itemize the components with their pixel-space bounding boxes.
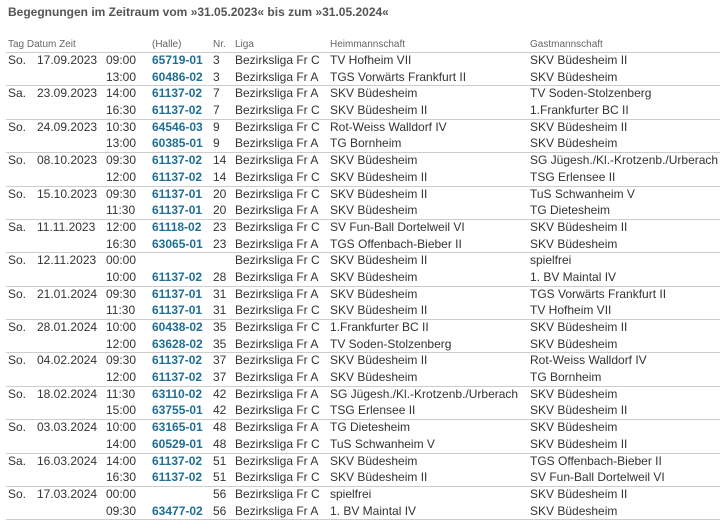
away-team: SG Jügesh./Kl.-Krotzenb./Urberach <box>530 153 719 168</box>
hall-cell <box>152 220 213 236</box>
match-row <box>6 302 720 319</box>
match-number: 56 <box>213 503 227 518</box>
league-cell: Bezirksliga Fr A <box>235 269 319 284</box>
date-cell: 12.11.2023 <box>37 253 97 268</box>
match-row <box>6 69 720 86</box>
day-cell <box>6 470 37 486</box>
date-cell <box>37 370 106 386</box>
column-header-number: Nr. <box>213 39 226 50</box>
date-cell: 17.09.2023 <box>37 53 98 67</box>
home-team: SKV Büdesheim II <box>330 353 428 368</box>
league-cell: Bezirksliga Fr A <box>235 236 319 251</box>
column-header-home-team: Heimmannschaft <box>330 39 406 50</box>
date-cell: 04.02.2024 <box>37 353 98 368</box>
date-cell <box>37 403 106 419</box>
hall-cell <box>152 454 213 470</box>
date-cell: 16.03.2024 <box>37 453 98 468</box>
match-number: 31 <box>213 303 227 318</box>
match-row <box>6 102 720 119</box>
date-cell <box>37 270 106 286</box>
away-team: SKV Büdesheim <box>530 420 618 435</box>
hall-link[interactable]: 61137-02 <box>152 169 203 184</box>
hall-link[interactable]: 61137-02 <box>152 269 203 284</box>
time-cell: 16:30 <box>106 236 137 251</box>
match-number: 7 <box>213 103 220 118</box>
league-cell: Bezirksliga Fr A <box>235 386 319 401</box>
column-header-row <box>6 37 720 52</box>
match-row <box>6 503 720 521</box>
away-team: TV Soden-Stolzenberg <box>530 86 652 101</box>
date-cell <box>37 303 106 319</box>
time-cell: 11:30 <box>106 386 136 401</box>
match-row <box>6 85 720 102</box>
away-team: SKV Büdesheim II <box>530 436 628 451</box>
match-row <box>6 202 720 219</box>
home-team: SKV Büdesheim <box>330 86 418 101</box>
page-title: Begegnungen im Zeitraum vom »31.05.2023« bis zum »31.05.2024« <box>8 5 389 19</box>
home-team: SKV Büdesheim II <box>330 303 428 318</box>
league-cell: Bezirksliga Fr A <box>235 453 319 468</box>
date-cell: 03.03.2024 <box>37 420 98 435</box>
hall-link[interactable]: 61137-02 <box>152 153 203 168</box>
home-team: 1. BV Maintal IV <box>330 503 417 518</box>
hall-link[interactable]: 63477-02 <box>152 503 203 518</box>
time-cell: 12:00 <box>106 336 137 351</box>
day-cell <box>6 103 37 119</box>
league-cell: Bezirksliga Fr C <box>235 470 320 485</box>
hall-link[interactable]: 61137-02 <box>152 470 203 485</box>
date-cell: 23.09.2023 <box>37 86 98 101</box>
home-team: TGS Vorwärts Frankfurt II <box>330 69 467 84</box>
match-row <box>6 52 720 69</box>
hall-link[interactable]: 63065-01 <box>152 236 203 251</box>
day-cell <box>6 237 37 253</box>
hall-cell <box>152 420 213 436</box>
home-team: TG Dietesheim <box>330 420 411 435</box>
time-cell: 12:00 <box>106 370 137 385</box>
hall-link[interactable]: 61137-02 <box>152 86 203 101</box>
column-header-day-date-time: Tag Datum Zeit <box>8 39 76 50</box>
match-row <box>6 152 720 169</box>
date-cell: 11.11.2023 <box>37 219 96 234</box>
match-number: 9 <box>213 119 220 134</box>
home-team: SKV Büdesheim II <box>330 169 428 184</box>
hall-link[interactable]: 60529-01 <box>152 436 203 451</box>
match-number: 42 <box>213 403 227 418</box>
hall-cell <box>152 370 213 386</box>
home-team: TV Soden-Stolzenberg <box>330 336 452 351</box>
league-cell: Bezirksliga Fr C <box>235 253 320 268</box>
column-header-away-team: Gastmannschaft <box>530 39 603 50</box>
time-cell: 09:30 <box>106 186 137 201</box>
hall-cell <box>152 153 213 169</box>
date-cell: 18.02.2024 <box>37 386 98 401</box>
home-team: TSG Erlensee II <box>330 403 416 418</box>
match-row <box>6 269 720 286</box>
league-cell: Bezirksliga Fr C <box>235 119 320 134</box>
day-cell: So. <box>8 153 27 168</box>
match-number: 23 <box>213 219 227 234</box>
hall-cell <box>152 470 213 486</box>
hall-cell <box>152 320 213 336</box>
day-cell: So. <box>8 286 27 301</box>
time-cell: 10:00 <box>106 269 137 284</box>
away-team: SKV Büdesheim II <box>530 219 628 234</box>
league-cell: Bezirksliga Fr C <box>235 486 320 501</box>
league-cell: Bezirksliga Fr A <box>235 420 319 435</box>
match-number: 7 <box>213 86 220 101</box>
match-row <box>6 186 720 203</box>
time-cell: 11:30 <box>106 203 136 218</box>
day-cell: So. <box>8 186 27 201</box>
away-team: SKV Büdesheim II <box>530 486 628 501</box>
time-cell: 00:00 <box>106 486 137 501</box>
home-team: SKV Büdesheim II <box>330 186 428 201</box>
away-team: SKV Büdesheim II <box>530 119 628 134</box>
away-team: Rot-Weiss Walldorf IV <box>530 353 647 368</box>
home-team: spielfrei <box>330 486 372 501</box>
hall-link[interactable]: 63110-02 <box>152 386 203 401</box>
date-cell <box>37 237 106 253</box>
home-team: SKV Büdesheim II <box>330 470 428 485</box>
league-cell: Bezirksliga Fr C <box>235 219 320 234</box>
match-row <box>6 469 720 486</box>
home-team: TGS Offenbach-Bieber II <box>330 236 462 251</box>
time-cell: 14:00 <box>106 436 137 451</box>
time-cell: 09:30 <box>106 286 137 301</box>
hall-link[interactable]: 61137-02 <box>152 453 203 468</box>
hall-link[interactable]: 61137-02 <box>152 353 203 368</box>
league-cell: Bezirksliga Fr A <box>235 136 319 151</box>
match-number: 37 <box>213 370 227 385</box>
hall-link[interactable]: 61137-01 <box>152 303 203 318</box>
match-number: 31 <box>213 286 227 301</box>
day-cell: So. <box>8 486 27 501</box>
away-team: SV Fun-Ball Dortelweil VI <box>530 470 665 485</box>
day-cell: So. <box>8 320 27 334</box>
time-cell: 16:30 <box>106 103 137 118</box>
date-cell: 21.01.2024 <box>37 286 98 301</box>
hall-link[interactable]: 65719-01 <box>152 53 203 67</box>
league-cell: Bezirksliga Fr A <box>235 69 319 84</box>
day-cell: Sa. <box>8 453 27 468</box>
hall-link[interactable]: 60438-02 <box>152 320 203 334</box>
hall-link[interactable]: 61137-01 <box>152 286 203 301</box>
hall-cell <box>152 86 213 102</box>
match-row <box>6 119 720 136</box>
match-number: 48 <box>213 436 227 451</box>
date-cell: 08.10.2023 <box>37 153 98 168</box>
away-team: TGS Vorwärts Frankfurt II <box>530 286 667 301</box>
home-team: 1.Frankfurter BC II <box>330 320 429 334</box>
home-team: SG Jügesh./Kl.-Krotzenb./Urberach <box>330 386 519 401</box>
time-cell: 16:30 <box>106 470 137 485</box>
hall-link[interactable]: 61137-01 <box>152 203 203 218</box>
time-cell: 15:00 <box>106 403 137 418</box>
hall-cell <box>152 253 213 269</box>
match-number <box>213 253 235 269</box>
time-cell: 13:00 <box>106 136 137 151</box>
hall-cell <box>152 237 213 253</box>
away-team: spielfrei <box>530 253 572 268</box>
hall-cell <box>152 53 213 69</box>
date-cell <box>37 170 106 186</box>
home-team: SKV Büdesheim II <box>330 253 428 268</box>
hall-cell <box>152 437 213 453</box>
date-cell <box>37 203 106 219</box>
hall-link[interactable]: 63628-02 <box>152 336 203 351</box>
match-row <box>6 419 720 436</box>
match-number: 3 <box>213 69 220 84</box>
league-cell: Bezirksliga Fr A <box>235 86 319 101</box>
away-team: TV Hofheim VII <box>530 303 612 318</box>
away-team: TG Bornheim <box>530 370 602 385</box>
match-number: 48 <box>213 420 227 435</box>
hall-cell <box>152 504 213 520</box>
match-row <box>6 236 720 253</box>
league-cell: Bezirksliga Fr C <box>235 320 320 334</box>
time-cell: 14:00 <box>106 453 137 468</box>
time-cell: 10:30 <box>106 119 137 134</box>
match-number: 56 <box>213 486 227 501</box>
match-number: 20 <box>213 203 227 218</box>
match-row <box>6 252 720 269</box>
match-row <box>6 169 720 186</box>
match-number: 35 <box>213 320 227 334</box>
away-team: SKV Büdesheim <box>530 336 618 351</box>
home-team: TV Hofheim VII <box>330 53 412 67</box>
match-number: 35 <box>213 336 227 351</box>
match-row <box>6 286 720 303</box>
match-number: 14 <box>213 169 227 184</box>
match-number: 3 <box>213 53 220 67</box>
column-header-hall: (Halle) <box>152 39 182 50</box>
hall-cell <box>152 170 213 186</box>
day-cell <box>6 370 37 386</box>
match-number: 20 <box>213 186 227 201</box>
day-cell: So. <box>8 420 27 435</box>
home-team: SKV Büdesheim <box>330 286 418 301</box>
away-team: 1.Frankfurter BC II <box>530 103 629 118</box>
away-team: SKV Büdesheim II <box>530 320 628 334</box>
hall-link[interactable]: 60486-02 <box>152 69 203 84</box>
match-number: 42 <box>213 386 227 401</box>
league-cell: Bezirksliga Fr A <box>235 370 319 385</box>
day-cell <box>6 303 37 319</box>
hall-cell <box>152 387 213 403</box>
home-team: SKV Büdesheim <box>330 153 418 168</box>
away-team: TG Dietesheim <box>530 203 611 218</box>
home-team: SKV Büdesheim <box>330 203 418 218</box>
date-cell <box>37 136 106 152</box>
away-team: SKV Büdesheim <box>530 136 618 151</box>
column-header-league: Liga <box>235 39 254 50</box>
day-cell <box>6 337 37 353</box>
hall-cell <box>152 136 213 152</box>
league-cell: Bezirksliga Fr A <box>235 203 319 218</box>
date-cell: 17.03.2024 <box>37 486 98 501</box>
match-number: 28 <box>213 269 227 284</box>
hall-link[interactable]: 61137-01 <box>152 186 203 201</box>
time-cell: 09:30 <box>106 153 137 168</box>
day-cell <box>6 437 37 453</box>
day-cell <box>6 270 37 286</box>
league-cell: Bezirksliga Fr C <box>235 303 320 318</box>
day-cell <box>6 170 37 186</box>
league-cell: Bezirksliga Fr C <box>235 103 320 118</box>
match-row <box>6 336 720 353</box>
hall-link[interactable]: 61137-02 <box>152 103 203 118</box>
hall-cell <box>152 287 213 303</box>
home-team: SV Fun-Ball Dortelweil VI <box>330 219 465 234</box>
match-number: 37 <box>213 353 227 368</box>
league-cell: Bezirksliga Fr A <box>235 153 319 168</box>
away-team: TSG Erlensee II <box>530 169 616 184</box>
date-cell: 28.01.2024 <box>37 320 98 334</box>
date-cell <box>37 470 106 486</box>
away-team: TuS Schwanheim V <box>530 186 635 201</box>
away-team: TGS Offenbach-Bieber II <box>530 453 662 468</box>
day-cell: So. <box>8 253 27 268</box>
match-number: 51 <box>213 470 227 485</box>
hall-cell <box>152 353 213 369</box>
away-team: SKV Büdesheim <box>530 386 618 401</box>
match-row <box>6 386 720 403</box>
home-team: TG Bornheim <box>330 136 402 151</box>
home-team: SKV Büdesheim II <box>330 103 428 118</box>
hall-link[interactable]: 63755-01 <box>152 403 203 418</box>
home-team: TuS Schwanheim V <box>330 436 435 451</box>
day-cell <box>6 203 37 219</box>
home-team: SKV Büdesheim <box>330 453 418 468</box>
hall-cell <box>152 120 213 136</box>
hall-link[interactable]: 64546-03 <box>152 119 203 134</box>
league-cell: Bezirksliga Fr A <box>235 503 319 518</box>
day-cell <box>6 403 37 419</box>
match-row <box>6 352 720 369</box>
match-number: 14 <box>213 153 227 168</box>
home-team: Rot-Weiss Walldorf IV <box>330 119 447 134</box>
hall-link[interactable]: 63165-01 <box>152 420 203 435</box>
time-cell: 14:00 <box>106 86 137 101</box>
hall-cell <box>152 103 213 119</box>
date-cell <box>37 70 106 86</box>
away-team: SKV Büdesheim <box>530 69 618 84</box>
time-cell: 10:00 <box>106 420 137 435</box>
hall-cell <box>152 403 213 419</box>
league-cell: Bezirksliga Fr A <box>235 336 319 351</box>
time-cell: 10:00 <box>106 320 137 334</box>
match-row <box>6 453 720 470</box>
hall-link[interactable]: 61118-02 <box>152 219 202 234</box>
away-team: SKV Büdesheim <box>530 503 618 518</box>
hall-cell <box>152 203 213 219</box>
league-cell: Bezirksliga Fr C <box>235 53 320 67</box>
time-cell: 09:30 <box>106 503 137 518</box>
home-team: SKV Büdesheim <box>330 370 418 385</box>
match-row <box>6 135 720 152</box>
time-cell: 09:00 <box>106 53 137 67</box>
hall-cell <box>152 337 213 353</box>
hall-link[interactable]: 61137-02 <box>152 370 203 385</box>
day-cell <box>6 136 37 152</box>
league-cell: Bezirksliga Fr C <box>235 436 320 451</box>
match-row <box>6 402 720 419</box>
away-team: SKV Büdesheim II <box>530 403 628 418</box>
day-cell <box>6 504 37 520</box>
hall-cell <box>152 70 213 86</box>
league-cell: Bezirksliga Fr C <box>235 353 320 368</box>
date-cell: 15.10.2023 <box>37 186 98 201</box>
away-team: SKV Büdesheim II <box>530 53 628 67</box>
time-cell: 11:30 <box>106 303 136 318</box>
match-number: 9 <box>213 136 220 151</box>
match-row <box>6 219 720 236</box>
time-cell: 13:00 <box>106 69 137 84</box>
match-row <box>6 486 720 503</box>
match-number: 51 <box>213 453 227 468</box>
day-cell: Sa. <box>8 219 27 234</box>
day-cell <box>6 70 37 86</box>
home-team: SKV Büdesheim <box>330 269 418 284</box>
date-cell <box>37 504 106 520</box>
match-list <box>6 52 720 520</box>
match-row <box>6 369 720 386</box>
league-cell: Bezirksliga Fr C <box>235 186 320 201</box>
league-cell: Bezirksliga Fr C <box>235 169 320 184</box>
time-cell: 00:00 <box>106 253 137 268</box>
day-cell: So. <box>8 119 27 134</box>
day-cell: So. <box>8 53 27 67</box>
time-cell: 09:30 <box>106 353 137 368</box>
away-team: 1. BV Maintal IV <box>530 269 617 284</box>
league-cell: Bezirksliga Fr A <box>235 286 319 301</box>
date-cell: 24.09.2023 <box>37 119 98 134</box>
day-cell: So. <box>8 386 27 401</box>
hall-link[interactable]: 60385-01 <box>152 136 203 151</box>
hall-cell <box>152 303 213 319</box>
hall-cell <box>152 270 213 286</box>
day-cell: Sa. <box>8 86 27 101</box>
hall-cell <box>152 187 213 203</box>
time-cell: 12:00 <box>106 219 137 234</box>
day-cell: So. <box>8 353 27 368</box>
match-row <box>6 436 720 453</box>
match-number: 23 <box>213 236 227 251</box>
away-team: SKV Büdesheim <box>530 236 618 251</box>
date-cell <box>37 337 106 353</box>
time-cell: 12:00 <box>106 169 137 184</box>
date-cell <box>37 437 106 453</box>
match-row <box>6 319 720 336</box>
league-cell: Bezirksliga Fr C <box>235 403 320 418</box>
hall-cell <box>152 487 213 503</box>
date-cell <box>37 103 106 119</box>
